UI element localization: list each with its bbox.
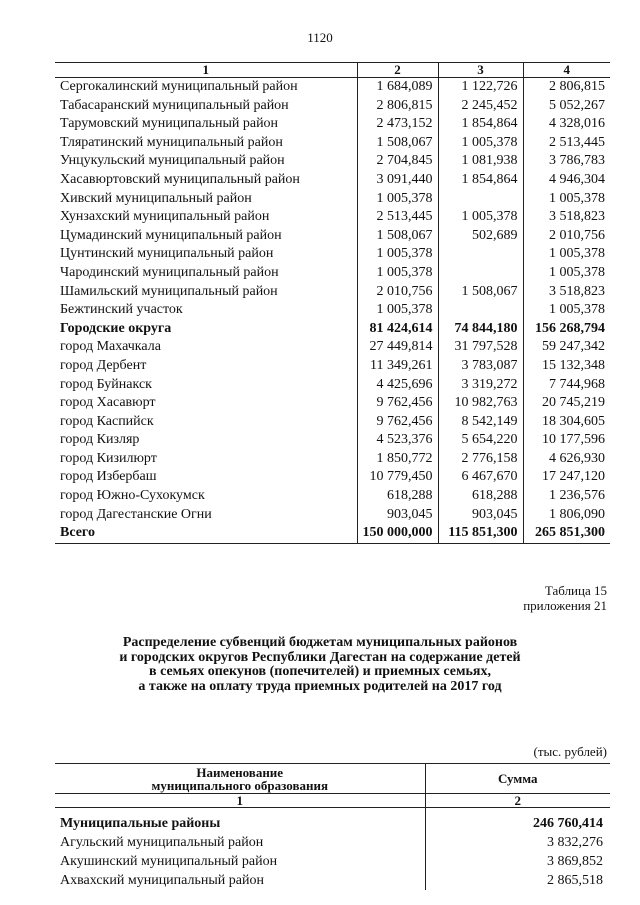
- total-cell: 7 744,968: [523, 376, 610, 395]
- total-cell: 1 005,378: [523, 190, 610, 209]
- value-cell: [438, 245, 523, 264]
- table-row: [55, 245, 610, 264]
- value-cell: 1 850,772: [357, 450, 438, 469]
- value-cell: 5 654,220: [438, 431, 523, 450]
- value-cell: 8 542,149: [438, 413, 523, 432]
- municipality-name-cell: Всего: [55, 524, 357, 543]
- value-cell: 9 762,456: [357, 413, 438, 432]
- table-row: [55, 227, 610, 246]
- municipality-name-cell: Бежтинский участок: [60, 302, 183, 318]
- column-number-row: [55, 63, 610, 78]
- municipality-name-cell: Цунтинский муниципальный район: [60, 246, 274, 262]
- header-sum-cell: Сумма: [425, 764, 610, 794]
- municipality-name-cell: город Хасавюрт: [60, 395, 156, 411]
- value-cell: 9 762,456: [357, 394, 438, 413]
- value-cell: 27 449,814: [357, 338, 438, 357]
- value-cell: 2 776,158: [438, 450, 523, 469]
- value-cell: 618,288: [438, 487, 523, 506]
- municipality-name-cell: Тляратинский муниципальный район: [60, 134, 283, 150]
- value-cell: 2 473,152: [357, 115, 438, 134]
- municipality-name-cell: город Дербент: [60, 357, 147, 373]
- subsidy-table-continued: [55, 62, 610, 544]
- value-cell: 11 349,261: [357, 357, 438, 376]
- table-row: [55, 431, 610, 450]
- municipality-name-cell: Ахвахский муниципальный район: [60, 873, 264, 888]
- title-line: а также на оплату труда приемных родителей на 2017 год: [138, 678, 502, 694]
- value-cell: 903,045: [357, 506, 438, 525]
- value-cell: 1 508,067: [438, 283, 523, 302]
- value-cell: 10 779,450: [357, 468, 438, 487]
- table-row: [55, 134, 610, 153]
- value-cell: 1 005,378: [357, 245, 438, 264]
- total-cell: 20 745,219: [523, 394, 610, 413]
- municipality-name-cell: город Южно-Сухокумск: [60, 488, 205, 504]
- municipality-name-cell: Хасавюртовский муниципальный район: [60, 171, 300, 187]
- table-row: [55, 487, 610, 506]
- total-cell: 265 851,300: [523, 524, 610, 543]
- table-row: [55, 78, 610, 97]
- table-row: [55, 814, 610, 833]
- table-row: [55, 190, 610, 209]
- table-row: [55, 208, 610, 227]
- value-cell: 31 797,528: [438, 338, 523, 357]
- value-cell: 1 854,864: [438, 115, 523, 134]
- value-cell: 2 010,756: [357, 283, 438, 302]
- units-label: (тыс. рублей): [533, 744, 607, 759]
- total-cell: 1 005,378: [523, 245, 610, 264]
- value-cell: 3 783,087: [438, 357, 523, 376]
- column-number-row: [55, 794, 610, 808]
- municipality-name-cell: Табасаранский муниципальный район: [60, 97, 289, 113]
- municipality-name-cell: город Кизилюрт: [60, 450, 157, 466]
- municipality-name-cell: город Кизляр: [60, 432, 140, 448]
- value-cell: 1 005,378: [438, 134, 523, 153]
- value-cell: 2 806,815: [357, 97, 438, 116]
- value-cell: 1 684,089: [357, 78, 438, 97]
- value-cell: 2 704,845: [357, 152, 438, 171]
- value-cell: 502,689: [438, 227, 523, 246]
- value-cell: 10 982,763: [438, 394, 523, 413]
- municipality-name-cell: город Дагестанские Огни: [60, 506, 212, 522]
- table-row: [55, 97, 610, 116]
- value-cell: 903,045: [438, 506, 523, 525]
- value-cell: 150 000,000: [357, 524, 438, 543]
- table-row: [55, 376, 610, 395]
- total-cell: 2 806,815: [523, 78, 610, 97]
- table-row: [55, 394, 610, 413]
- value-cell: [438, 301, 523, 320]
- table-row: [55, 833, 610, 852]
- municipality-name-cell: Тарумовский муниципальный район: [60, 116, 279, 132]
- total-cell: 1 236,576: [523, 487, 610, 506]
- table-row: [55, 468, 610, 487]
- total-cell: 4 946,304: [523, 171, 610, 190]
- municipality-name-cell: Сергокалинский муниципальный район: [60, 79, 298, 94]
- total-cell: 15 132,348: [523, 357, 610, 376]
- total-cell: 3 518,823: [523, 283, 610, 302]
- table-row: [55, 283, 610, 302]
- value-cell: [438, 190, 523, 209]
- column-number: 3: [438, 63, 523, 78]
- value-cell: 115 851,300: [438, 524, 523, 543]
- table-row: [55, 320, 610, 339]
- header-name-line: муниципального образования: [151, 777, 328, 793]
- page-number: 1120: [307, 30, 333, 45]
- column-number: 1: [55, 63, 357, 78]
- total-cell: 17 247,120: [523, 468, 610, 487]
- table-caption: [523, 583, 607, 613]
- total-cell: 5 052,267: [523, 97, 610, 116]
- value-cell: 4 425,696: [357, 376, 438, 395]
- table-row: [55, 264, 610, 283]
- total-cell: 4 328,016: [523, 115, 610, 134]
- column-number: 2: [425, 794, 610, 808]
- table-row: [55, 524, 610, 543]
- table-row: [55, 871, 610, 890]
- municipality-name-cell: город Махачкала: [60, 339, 161, 355]
- sum-cell: 246 760,414: [425, 814, 610, 833]
- value-cell: 74 844,180: [438, 320, 523, 339]
- title-line: в семьях опекунов (попечителей) и приемных семьях,: [149, 664, 491, 679]
- table-row: [55, 852, 610, 871]
- header-name-line: Наименование: [196, 764, 284, 780]
- table-row: [55, 301, 610, 320]
- appendix-reference: приложения 21: [523, 598, 607, 613]
- table-row: [55, 115, 610, 134]
- table-number: Таблица 15: [544, 583, 607, 598]
- value-cell: 1 005,378: [357, 301, 438, 320]
- total-cell: 2 513,445: [523, 134, 610, 153]
- municipality-name-cell: Акушинский муниципальный район: [60, 854, 278, 869]
- sum-cell: 2 865,518: [425, 871, 610, 890]
- total-cell: 1 005,378: [523, 264, 610, 283]
- value-cell: 1 122,726: [438, 78, 523, 97]
- header-name-cell: [55, 764, 425, 794]
- value-cell: 1 005,378: [357, 264, 438, 283]
- municipality-name-cell: Муниципальные районы: [60, 816, 221, 831]
- table-row: [55, 506, 610, 525]
- table-row: [55, 357, 610, 376]
- value-cell: 2 245,452: [438, 97, 523, 116]
- value-cell: 1 005,378: [438, 208, 523, 227]
- table-row: [55, 171, 610, 190]
- value-cell: 3 319,272: [438, 376, 523, 395]
- value-cell: 2 513,445: [357, 208, 438, 227]
- table-row: [55, 152, 610, 171]
- total-cell: 59 247,342: [523, 338, 610, 357]
- total-cell: 4 626,930: [523, 450, 610, 469]
- value-cell: 6 467,670: [438, 468, 523, 487]
- value-cell: 1 854,864: [438, 171, 523, 190]
- value-cell: 81 424,614: [357, 320, 438, 339]
- municipality-name-cell: Чародинский муниципальный район: [60, 264, 279, 280]
- column-number: 4: [523, 63, 610, 78]
- header-row: [55, 764, 610, 794]
- column-number: 2: [357, 63, 438, 78]
- value-cell: 1 508,067: [357, 134, 438, 153]
- table-title: [60, 636, 580, 694]
- municipality-name-cell: Хивский муниципальный район: [60, 190, 252, 206]
- municipality-name-cell: Городские округа: [60, 320, 172, 336]
- sum-cell: 3 869,852: [425, 852, 610, 871]
- value-cell: 1 081,938: [438, 152, 523, 171]
- total-cell: 3 786,783: [523, 152, 610, 171]
- value-cell: 1 508,067: [357, 227, 438, 246]
- total-cell: 3 518,823: [523, 208, 610, 227]
- value-cell: 618,288: [357, 487, 438, 506]
- table-row: [55, 338, 610, 357]
- table-row: [55, 450, 610, 469]
- value-cell: 1 005,378: [357, 190, 438, 209]
- municipality-name-cell: Агульский муниципальный район: [60, 835, 264, 850]
- municipality-name-cell: Шамильский муниципальный район: [60, 283, 278, 299]
- table-row: [55, 413, 610, 432]
- column-number: 1: [55, 794, 425, 808]
- value-cell: 3 091,440: [357, 171, 438, 190]
- title-line: Распределение субвенций бюджетам муниципальных районов: [122, 635, 518, 650]
- total-cell: 156 268,794: [523, 320, 610, 339]
- total-cell: 10 177,596: [523, 431, 610, 450]
- title-line: и городских округов Республики Дагестан на содержание детей: [119, 649, 521, 665]
- sum-cell: 3 832,276: [425, 833, 610, 852]
- total-cell: 18 304,605: [523, 413, 610, 432]
- foster-subsidy-table: [55, 763, 610, 890]
- total-cell: 2 010,756: [523, 227, 610, 246]
- total-cell: 1 005,378: [523, 301, 610, 320]
- value-cell: 4 523,376: [357, 431, 438, 450]
- municipality-name-cell: Унцукульский муниципальный район: [60, 153, 285, 169]
- value-cell: [438, 264, 523, 283]
- municipality-name-cell: город Каспийск: [60, 413, 154, 429]
- total-cell: 1 806,090: [523, 506, 610, 525]
- municipality-name-cell: город Избербаш: [60, 469, 157, 485]
- municipality-name-cell: Цумадинский муниципальный район: [60, 227, 282, 243]
- municipality-name-cell: Хунзахский муниципальный район: [60, 209, 270, 225]
- municipality-name-cell: город Буйнакск: [60, 376, 152, 392]
